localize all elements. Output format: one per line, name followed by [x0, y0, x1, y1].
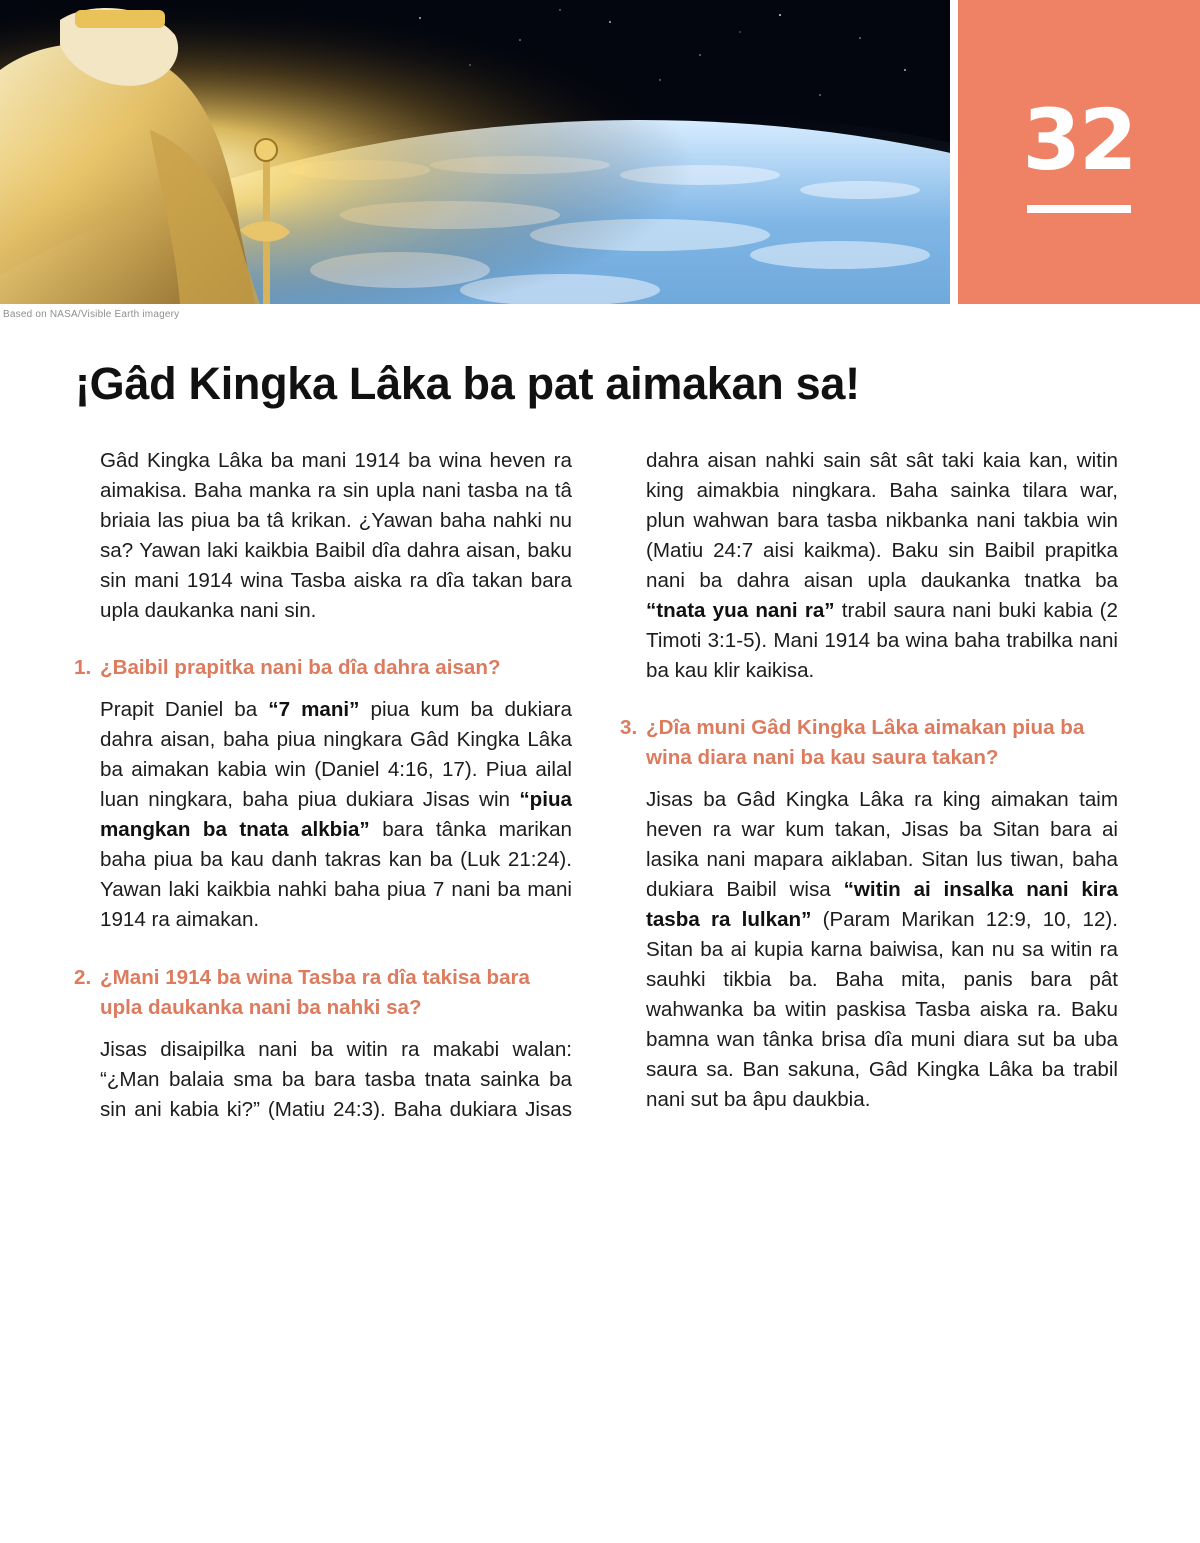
- question-3: [620, 713, 1118, 773]
- question-number: 1.: [74, 656, 92, 679]
- answer-paragraph-1: [74, 695, 572, 935]
- answer-paragraph-2-continued: [620, 446, 1118, 686]
- question-text: ¿Baibil prapitka nani ba dîa dahra aisan?: [100, 656, 501, 679]
- emphasis-text: “witin ai insalka nani kira tasba ra lulkan”: [646, 878, 1118, 931]
- left-column: [74, 446, 572, 1125]
- question-1: [74, 653, 572, 683]
- text-run: trabil saura nani buki kabia (2 Timoti 3:1-5). Mani 1914 ba wina baha trabilka nani ba kau klir kaikisa.: [646, 599, 1118, 682]
- lesson-number: 32: [1022, 91, 1136, 189]
- answer-paragraph-2-continued-window: [620, 446, 1118, 686]
- image-credit: Based on NASA/Visible Earth imagery: [3, 309, 180, 320]
- text-run: dahra aisan nahki sain sât sât taki kaia kan, witin king aimakbia ningkara. Baha sainka tilara war, plun wahwan bara tasba nikbanka nani takbia win (Matiu 24:7 aisi kaikma). Baku sin Baibil prapitka nani ba dahra aisan upla daukanka tnatka ba: [646, 449, 1118, 592]
- question-text: ¿Mani 1914 ba wina Tasba ra dîa takisa bara upla daukanka nani ba nahki sa?: [100, 966, 530, 1019]
- text-run: Prapit Daniel ba: [100, 698, 269, 721]
- question-text: ¿Dîa muni Gâd Kingka Lâka aimakan piua ba wina diara nani ba kau saura takan?: [646, 716, 1085, 769]
- text-run: Jisas disaipilka nani ba witin ra makabi walan: “¿Man balaia sma ba bara tasba tnata sainka ba sin ani kabia ki?” (Matiu 24:3). Baha dukiara Jisas: [100, 1038, 572, 1121]
- page-title: ¡Gâd Kingka Lâka ba pat aimakan sa!: [75, 358, 860, 409]
- intro-paragraph: Gâd Kingka Lâka ba mani 1914 ba wina heven ra aimakisa. Baha manka ra sin upla nani tasba na tâ briaia las piua ba tâ krikan. ¿Yawan baha nahki nu sa? Yawan laki kaikbia Baibil dîa dahra aisan, baku sin mani 1914 wina Tasba aiska ra dîa takan bara upla daukanka nani sin.: [100, 449, 572, 622]
- emphasis-text: “piua mangkan ba tnata alkbia”: [100, 788, 572, 841]
- badge-underline: [1027, 205, 1131, 213]
- text-run: Jisas ba Gâd Kingka Lâka ra king aimakan taim heven ra war kum takan, Jisas ba Sitan bara ai lasika nani mapara aiklaban. Sitan lus tiwan, baha dukiara Baibil wisa: [646, 788, 1118, 901]
- emphasis-text: “7 mani”: [268, 698, 360, 721]
- hero-image: [0, 0, 950, 304]
- text-run: (Param Marikan 12:9, 10, 12). Sitan ba ai kupia karna baiwisa, kan nu sa witin ra sauhki tikbia ba. Baha mita, panis bara pât wahwanka ba witin paskisa Tasba aiska ra. Baku bamna wan tânka brisa dîa muni diara sut ba uba saura sa. Ban sakuna, Gâd Kingka Lâka ba trabil nani sut ba âpu daukbia.: [646, 908, 1118, 1111]
- emphasis-text: “tnata yua nani ra”: [646, 599, 835, 622]
- question-number: 3.: [620, 716, 638, 739]
- right-column: [620, 446, 1118, 1115]
- lesson-badge: [958, 0, 1200, 304]
- answer-paragraph-3: [620, 785, 1118, 1115]
- text-run: bara tânka marikan baha piua ba kau danh takras kan ba (Luk 21:24). Yawan laki kaikbia nahki baha piua 7 nani ba mani 1914 ra aimakan.: [100, 818, 572, 931]
- king-over-earth-illustration: [0, 0, 950, 304]
- question-2: [74, 963, 572, 1023]
- question-number: 2.: [74, 966, 92, 989]
- text-run: piua kum ba dukiara dahra aisan, baha piua ningkara Gâd Kingka Lâka ba aimakan kabia win (Daniel 4:16, 17). Piua ailal luan ningkara, baha piua dukiara Jisas win: [100, 698, 572, 811]
- answer-paragraph-2: [74, 1035, 572, 1125]
